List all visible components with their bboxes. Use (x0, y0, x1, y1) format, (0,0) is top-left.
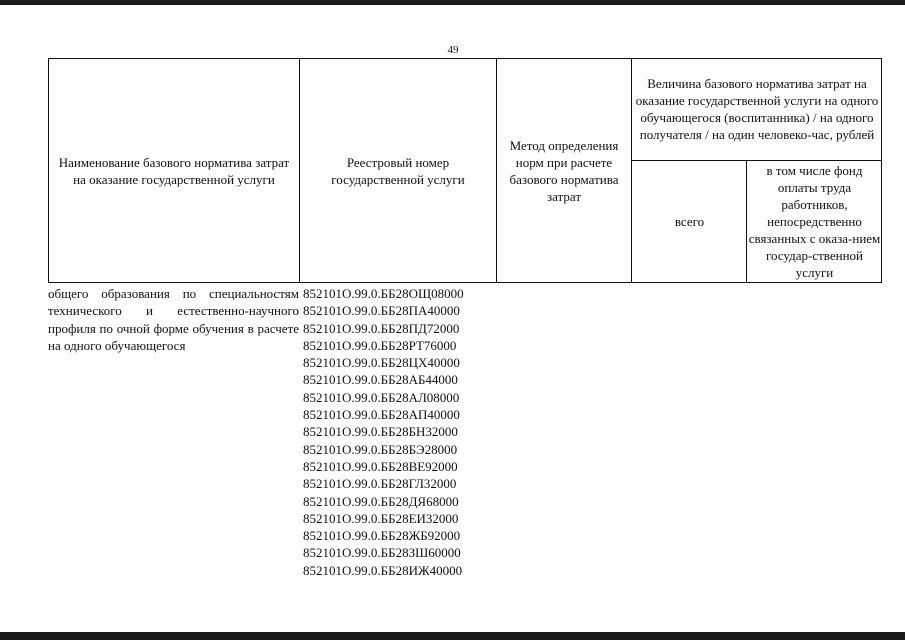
registry-code: 852101О.99.0.ББ28ПА40000 (303, 303, 460, 319)
scan-top-border (0, 0, 905, 5)
registry-code: 852101О.99.0.ББ28БН32000 (303, 424, 458, 440)
registry-code: 852101О.99.0.ББ28ГЛ32000 (303, 476, 457, 492)
registry-code: 852101О.99.0.ББ28БЭ28000 (303, 441, 458, 457)
registry-code: 852101О.99.0.ББ28ДЯ68000 (303, 493, 459, 509)
registry-code: 852101О.99.0.ББ28ЕИ32000 (303, 510, 459, 526)
header-method (499, 118, 629, 223)
header-total (633, 161, 746, 282)
registry-code: 852101О.99.0.ББ28ИЖ40000 (303, 562, 463, 578)
service-name-text: общего образования по специальностям технического и естественно-научного профиля по очной форме обучения в расчете на одного обучающегося (48, 286, 299, 353)
header-value-group (634, 58, 880, 160)
registry-code: 852101О.99.0.ББ28ВЕ92000 (303, 458, 458, 474)
header-including-wage-fund (748, 161, 881, 282)
registry-code: 852101О.99.0.ББ28ЖБ92000 (303, 528, 461, 544)
registry-code: 852101О.99.0.ББ28АБ44000 (303, 372, 458, 388)
registry-code: 852101О.99.0.ББ28ЗШ60000 (303, 545, 461, 561)
table-border-right (881, 58, 882, 283)
header-registry-text: Реестровый номер государственной услуги (331, 154, 465, 187)
column-divider-1 (299, 58, 300, 283)
header-including-text: в том числе фонд оплаты труда работников, непосредственно связанных с оказа-нием государ-ственной услуги (748, 163, 881, 280)
registry-code: 852101О.99.0.ББ28АЛ08000 (303, 389, 460, 405)
scan-bottom-border (0, 632, 905, 640)
registry-codes-list (303, 285, 464, 579)
subgroup-divider-vertical (746, 160, 747, 283)
header-method-text: Метод определения норм при расчете базового норматива затрат (509, 137, 619, 204)
header-total-text: всего (674, 214, 705, 229)
column-divider-2 (496, 58, 497, 283)
header-name-text: Наименование базового норматива затрат на оказание государственной услуги (58, 154, 290, 187)
header-registry-number (306, 58, 490, 283)
registry-code: 852101О.99.0.ББ28ЦХ40000 (303, 355, 460, 371)
table-border-left (48, 58, 49, 283)
header-value-group-text: Величина базового норматива затрат на оказание государственной услуги на одного обучающегося (воспитанника) / на одного получателя / на один человеко-час, рублей (635, 76, 879, 142)
registry-code: 852101О.99.0.ББ28РТ76000 (303, 337, 457, 353)
registry-code: 852101О.99.0.ББ28ОЩ08000 (303, 286, 464, 301)
header-name (54, 58, 294, 283)
column-divider-3 (631, 58, 632, 283)
registry-code: 852101О.99.0.ББ28АП40000 (303, 407, 460, 423)
page-number: 49 (447, 44, 459, 56)
registry-code: 852101О.99.0.ББ28ПД72000 (303, 320, 460, 336)
normative-table-header (48, 58, 882, 283)
